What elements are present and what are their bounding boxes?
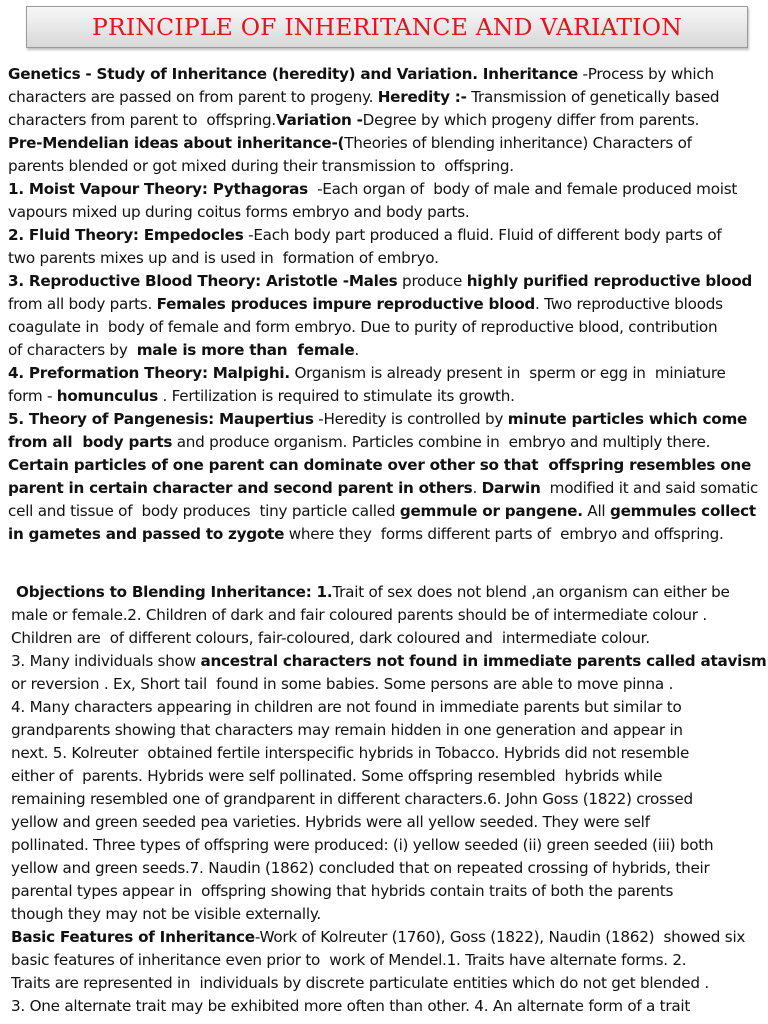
text-line — [11, 650, 766, 673]
text-run: from all body parts. — [8, 295, 157, 313]
text-run: . — [354, 341, 359, 359]
text-run: characters are passed on from parent to progeny. — [8, 88, 378, 106]
text-run: next. 5. Kolreuter obtained fertile interspecific hybrids in Tobacco. Hybrids did not resemble — [11, 744, 690, 762]
text-run: 3. Many individuals show — [11, 652, 201, 670]
bold-text-run: minute particles which come — [507, 410, 748, 428]
page-title: PRINCIPLE OF INHERITANCE AND VARIATION — [92, 13, 682, 41]
bold-text-run: Objections to Blending Inheritance: 1. — [11, 583, 333, 601]
text-line — [8, 431, 758, 454]
text-run: parental types appear in offspring showing that hybrids contain traits of both the parents — [11, 882, 674, 900]
bold-text-run: Variation - — [276, 111, 363, 129]
text-line — [11, 581, 766, 604]
text-run: where they forms different parts of embryo and offspring. — [284, 525, 724, 543]
text-line — [8, 247, 758, 270]
text-line — [8, 408, 758, 431]
text-run: Transmission of genetically based — [466, 88, 720, 106]
text-line — [8, 385, 758, 408]
bold-text-run: Females produces impure reproductive blood — [156, 295, 536, 313]
bold-text-run: Darwin — [481, 479, 541, 497]
text-run: Trait of sex does not blend ,an organism can either be — [332, 583, 730, 601]
text-line — [8, 86, 758, 109]
text-run: yellow and green seeded pea varieties. Hybrids were all yellow seeded. They were self — [11, 813, 650, 831]
text-line — [11, 857, 766, 880]
text-run: Organism is already present in sperm or egg in miniature — [289, 364, 726, 382]
text-line — [8, 155, 758, 178]
text-run: yellow and green seeds.7. Naudin (1862) concluded that on repeated crossing of hybrids, their — [11, 859, 710, 877]
text-line — [11, 995, 766, 1018]
text-line — [8, 339, 758, 362]
text-run: . Two reproductive bloods — [535, 295, 723, 313]
text-line — [11, 742, 766, 765]
text-run: -Work of Kolreuter (1760), Goss (1822), Naudin (1862) showed six — [254, 928, 746, 946]
bold-text-run: Certain particles of one parent can dominate over other so that offspring resembles one — [8, 456, 752, 474]
text-line — [11, 811, 766, 834]
text-run: -Process by which — [577, 65, 714, 83]
title-banner — [26, 6, 748, 48]
text-run: parents blended or got mixed during their transmission to offspring. — [8, 157, 514, 175]
text-line — [8, 63, 758, 86]
text-run: grandparents showing that characters may remain hidden in one generation and appear in — [11, 721, 683, 739]
text-line — [8, 109, 758, 132]
text-line — [11, 673, 766, 696]
text-run: -Heredity is controlled by — [313, 410, 508, 428]
text-run: though they may not be visible externally. — [11, 905, 321, 923]
text-run: modified it and said somatic — [540, 479, 759, 497]
text-run: coagulate in body of female and form embryo. Due to purity of reproductive blood, contribution — [8, 318, 718, 336]
bold-text-run: male is more than female — [136, 341, 355, 359]
bold-text-run: 5. Theory of Pangenesis: Maupertius — [8, 410, 314, 428]
text-line — [8, 316, 758, 339]
text-line — [11, 903, 766, 926]
text-run: form - — [8, 387, 57, 405]
objections-paragraph — [11, 581, 766, 1018]
text-run: Degree by which progeny differ from parents. — [362, 111, 700, 129]
text-run: Children are of different colours, fair-coloured, dark coloured and intermediate colour. — [11, 629, 650, 647]
text-run: Theories of blending inheritance) Characters of — [344, 134, 692, 152]
bold-text-run: Genetics - Study of Inheritance (heredity) and Variation. Inheritance — [8, 65, 578, 83]
bold-text-run: Basic Features of Inheritance — [11, 928, 255, 946]
text-run: either of parents. Hybrids were self pollinated. Some offspring resembled hybrids while — [11, 767, 663, 785]
text-run: characters from parent to offspring. — [8, 111, 276, 129]
text-run: All — [582, 502, 610, 520]
text-line — [11, 788, 766, 811]
text-line — [11, 880, 766, 903]
text-run: 3. One alternate trait may be exhibited more often than other. 4. An alternate form of a trait — [11, 997, 691, 1015]
text-run: two parents mixes up and is used in formation of embryo. — [8, 249, 439, 267]
text-run: Traits are represented in individuals by discrete particulate entities which do not get blended . — [11, 974, 709, 992]
text-line — [11, 719, 766, 742]
text-line — [8, 362, 758, 385]
text-run: of characters by — [8, 341, 137, 359]
bold-text-run: from all body parts — [8, 433, 173, 451]
text-line — [11, 926, 766, 949]
text-run: 4. Many characters appearing in children are not found in immediate parents but similar to — [11, 698, 682, 716]
text-run: . — [472, 479, 482, 497]
text-line — [11, 972, 766, 995]
bold-text-run: ancestral characters not found in immediate parents called atavism — [200, 652, 767, 670]
text-run: remaining resembled one of grandparent in different characters.6. John Goss (1822) crossed — [11, 790, 693, 808]
bold-text-run: in gametes and passed to zygote — [8, 525, 285, 543]
bold-text-run: 2. Fluid Theory: Empedocles — [8, 226, 244, 244]
bold-text-run: parent in certain character and second parent in others — [8, 479, 473, 497]
text-run: cell and tissue of body produces tiny particle called — [8, 502, 400, 520]
bold-text-run: 4. Preformation Theory: Malpighi. — [8, 364, 290, 382]
text-run: vapours mixed up during coitus forms embryo and body parts. — [8, 203, 470, 221]
bold-text-run: Heredity :- — [377, 88, 467, 106]
text-run: pollinated. Three types of offspring were produced: (i) yellow seeded (ii) green seeded (iii) both — [11, 836, 714, 854]
bold-text-run: highly purified reproductive blood — [466, 272, 752, 290]
text-line — [11, 627, 766, 650]
text-line — [11, 604, 766, 627]
text-line — [8, 293, 758, 316]
text-run: . Fertilization is required to stimulate its growth. — [157, 387, 515, 405]
text-line — [8, 201, 758, 224]
text-run: basic features of inheritance even prior to work of Mendel.1. Traits have alternate forms. 2. — [11, 951, 687, 969]
text-run: and produce organism. Particles combine in embryo and multiply there. — [172, 433, 711, 451]
bold-text-run: gemmules collect — [609, 502, 756, 520]
bold-text-run: gemmule or pangene. — [399, 502, 583, 520]
text-line — [8, 270, 758, 293]
text-run: -Each body part produced a fluid. Fluid of different body parts of — [243, 226, 722, 244]
text-line — [8, 224, 758, 247]
text-run: produce — [397, 272, 467, 290]
bold-text-run: 1. Moist Vapour Theory: Pythagoras — [8, 180, 308, 198]
text-line — [11, 949, 766, 972]
genetics-intro-paragraph — [8, 63, 758, 546]
text-run: male or female.2. Children of dark and fair coloured parents should be of intermediate colour . — [11, 606, 707, 624]
text-line — [11, 765, 766, 788]
text-line — [8, 454, 758, 477]
text-line — [8, 477, 758, 500]
text-line — [11, 696, 766, 719]
text-run: -Each organ of body of male and female produced moist — [307, 180, 738, 198]
bold-text-run: Pre-Mendelian ideas about inheritance-( — [8, 134, 345, 152]
text-line — [8, 132, 758, 155]
text-line — [8, 500, 758, 523]
text-line — [8, 523, 758, 546]
text-run: or reversion . Ex, Short tail found in some babies. Some persons are able to move pinna . — [11, 675, 674, 693]
text-line — [11, 834, 766, 857]
bold-text-run: homunculus — [56, 387, 158, 405]
bold-text-run: 3. Reproductive Blood Theory: Aristotle -Males — [8, 272, 398, 290]
text-line — [8, 178, 758, 201]
